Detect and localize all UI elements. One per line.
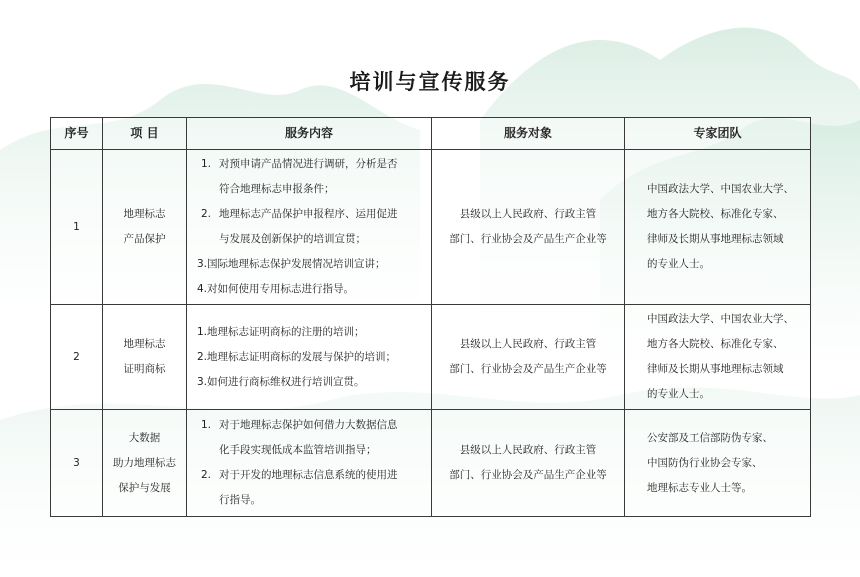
content-line: 化手段实现低成本监管培训指导； bbox=[219, 444, 377, 456]
table-row bbox=[51, 150, 811, 305]
page-title: 培训与宣传服务 bbox=[349, 69, 511, 94]
content-item bbox=[197, 463, 423, 513]
target-line: 县级以上人民政府、行政主管 bbox=[459, 338, 597, 350]
project-cell bbox=[103, 150, 187, 305]
team-cell bbox=[625, 150, 811, 305]
content-item bbox=[197, 152, 423, 202]
project-line: 助力地理标志 bbox=[113, 456, 176, 469]
col-header-project: 项 目 bbox=[103, 118, 187, 150]
item-number: 2. bbox=[201, 469, 212, 481]
target-line: 县级以上人民政府、行政主管 bbox=[459, 208, 597, 220]
item-number: 1. bbox=[201, 158, 212, 170]
content-line: 3.如何进行商标维权进行培训宣贯。 bbox=[197, 375, 365, 388]
col-header-team: 专家团队 bbox=[625, 118, 811, 150]
content-line: 行指导。 bbox=[219, 494, 261, 506]
content-item bbox=[197, 202, 423, 252]
table-row bbox=[51, 410, 811, 517]
content-line: 符合地理标志申报条件； bbox=[219, 183, 335, 195]
team-line: 地方各大院校、标准化专家、 bbox=[647, 338, 784, 350]
team-line: 的专业人士。 bbox=[647, 388, 710, 400]
team-line: 中国政法大学、中国农业大学、 bbox=[647, 183, 794, 195]
content-line: 2.地理标志证明商标的发展与保护的培训； bbox=[197, 350, 397, 363]
team-cell bbox=[625, 305, 811, 410]
col-header-content: 服务内容 bbox=[187, 118, 432, 150]
team-line: 公安部及工信部防伪专家、 bbox=[647, 431, 773, 444]
team-line: 地方各大院校、标准化专家、 bbox=[647, 208, 784, 220]
col-header-target: 服务对象 bbox=[432, 118, 625, 150]
content-item bbox=[197, 413, 423, 463]
target-line: 县级以上人民政府、行政主管 bbox=[459, 444, 597, 456]
row-number: 3 bbox=[51, 410, 103, 517]
table-row bbox=[51, 305, 811, 410]
target-cell bbox=[432, 305, 625, 410]
team-line: 律师及长期从事地理标志领域 bbox=[647, 233, 784, 245]
project-line: 地理标志 bbox=[123, 338, 166, 350]
target-line: 部门、行业协会及产品生产企业等 bbox=[449, 233, 607, 245]
target-line: 部门、行业协会及产品生产企业等 bbox=[449, 469, 607, 481]
item-number: 2. bbox=[201, 208, 212, 220]
team-line: 中国政法大学、中国农业大学、 bbox=[647, 313, 794, 325]
content-line: 1.地理标志证明商标的注册的培训； bbox=[197, 325, 365, 338]
project-line: 地理标志 bbox=[123, 208, 166, 220]
content-cell bbox=[187, 150, 432, 305]
project-line: 大数据 bbox=[128, 431, 161, 444]
content-line: 4.对如何使用专用标志进行指导。 bbox=[197, 283, 355, 295]
service-table bbox=[50, 117, 811, 517]
content-cell bbox=[187, 410, 432, 517]
team-line: 律师及长期从事地理标志领域 bbox=[647, 363, 784, 375]
team-cell bbox=[625, 410, 811, 517]
row-number: 2 bbox=[51, 305, 103, 410]
content-line: 对于开发的地理标志信息系统的使用进 bbox=[219, 469, 398, 481]
table-header-row bbox=[51, 118, 811, 150]
content-cell bbox=[187, 305, 432, 410]
content-line: 对预申请产品情况进行调研，分析是否 bbox=[219, 158, 398, 170]
content-line: 与发展及创新保护的培训宣贯； bbox=[219, 233, 366, 245]
content-line: 3.国际地理标志保护发展情况培训宣讲； bbox=[197, 258, 386, 270]
team-line: 中国防伪行业协会专家、 bbox=[647, 456, 763, 469]
col-header-no: 序号 bbox=[51, 118, 103, 150]
target-line: 部门、行业协会及产品生产企业等 bbox=[449, 363, 607, 375]
content-line: 地理标志产品保护申报程序、运用促进 bbox=[219, 208, 398, 220]
item-number: 1. bbox=[201, 419, 212, 431]
team-line: 地理标志专业人士等。 bbox=[647, 481, 752, 494]
project-line: 保护与发展 bbox=[118, 481, 171, 494]
team-line: 的专业人士。 bbox=[647, 258, 710, 270]
content-line: 对于地理标志保护如何借力大数据信息 bbox=[219, 419, 398, 431]
row-number: 1 bbox=[51, 150, 103, 305]
project-cell bbox=[103, 305, 187, 410]
project-line: 证明商标 bbox=[123, 363, 166, 375]
project-cell bbox=[103, 410, 187, 517]
project-line: 产品保护 bbox=[123, 233, 166, 245]
target-cell bbox=[432, 150, 625, 305]
target-cell bbox=[432, 410, 625, 517]
